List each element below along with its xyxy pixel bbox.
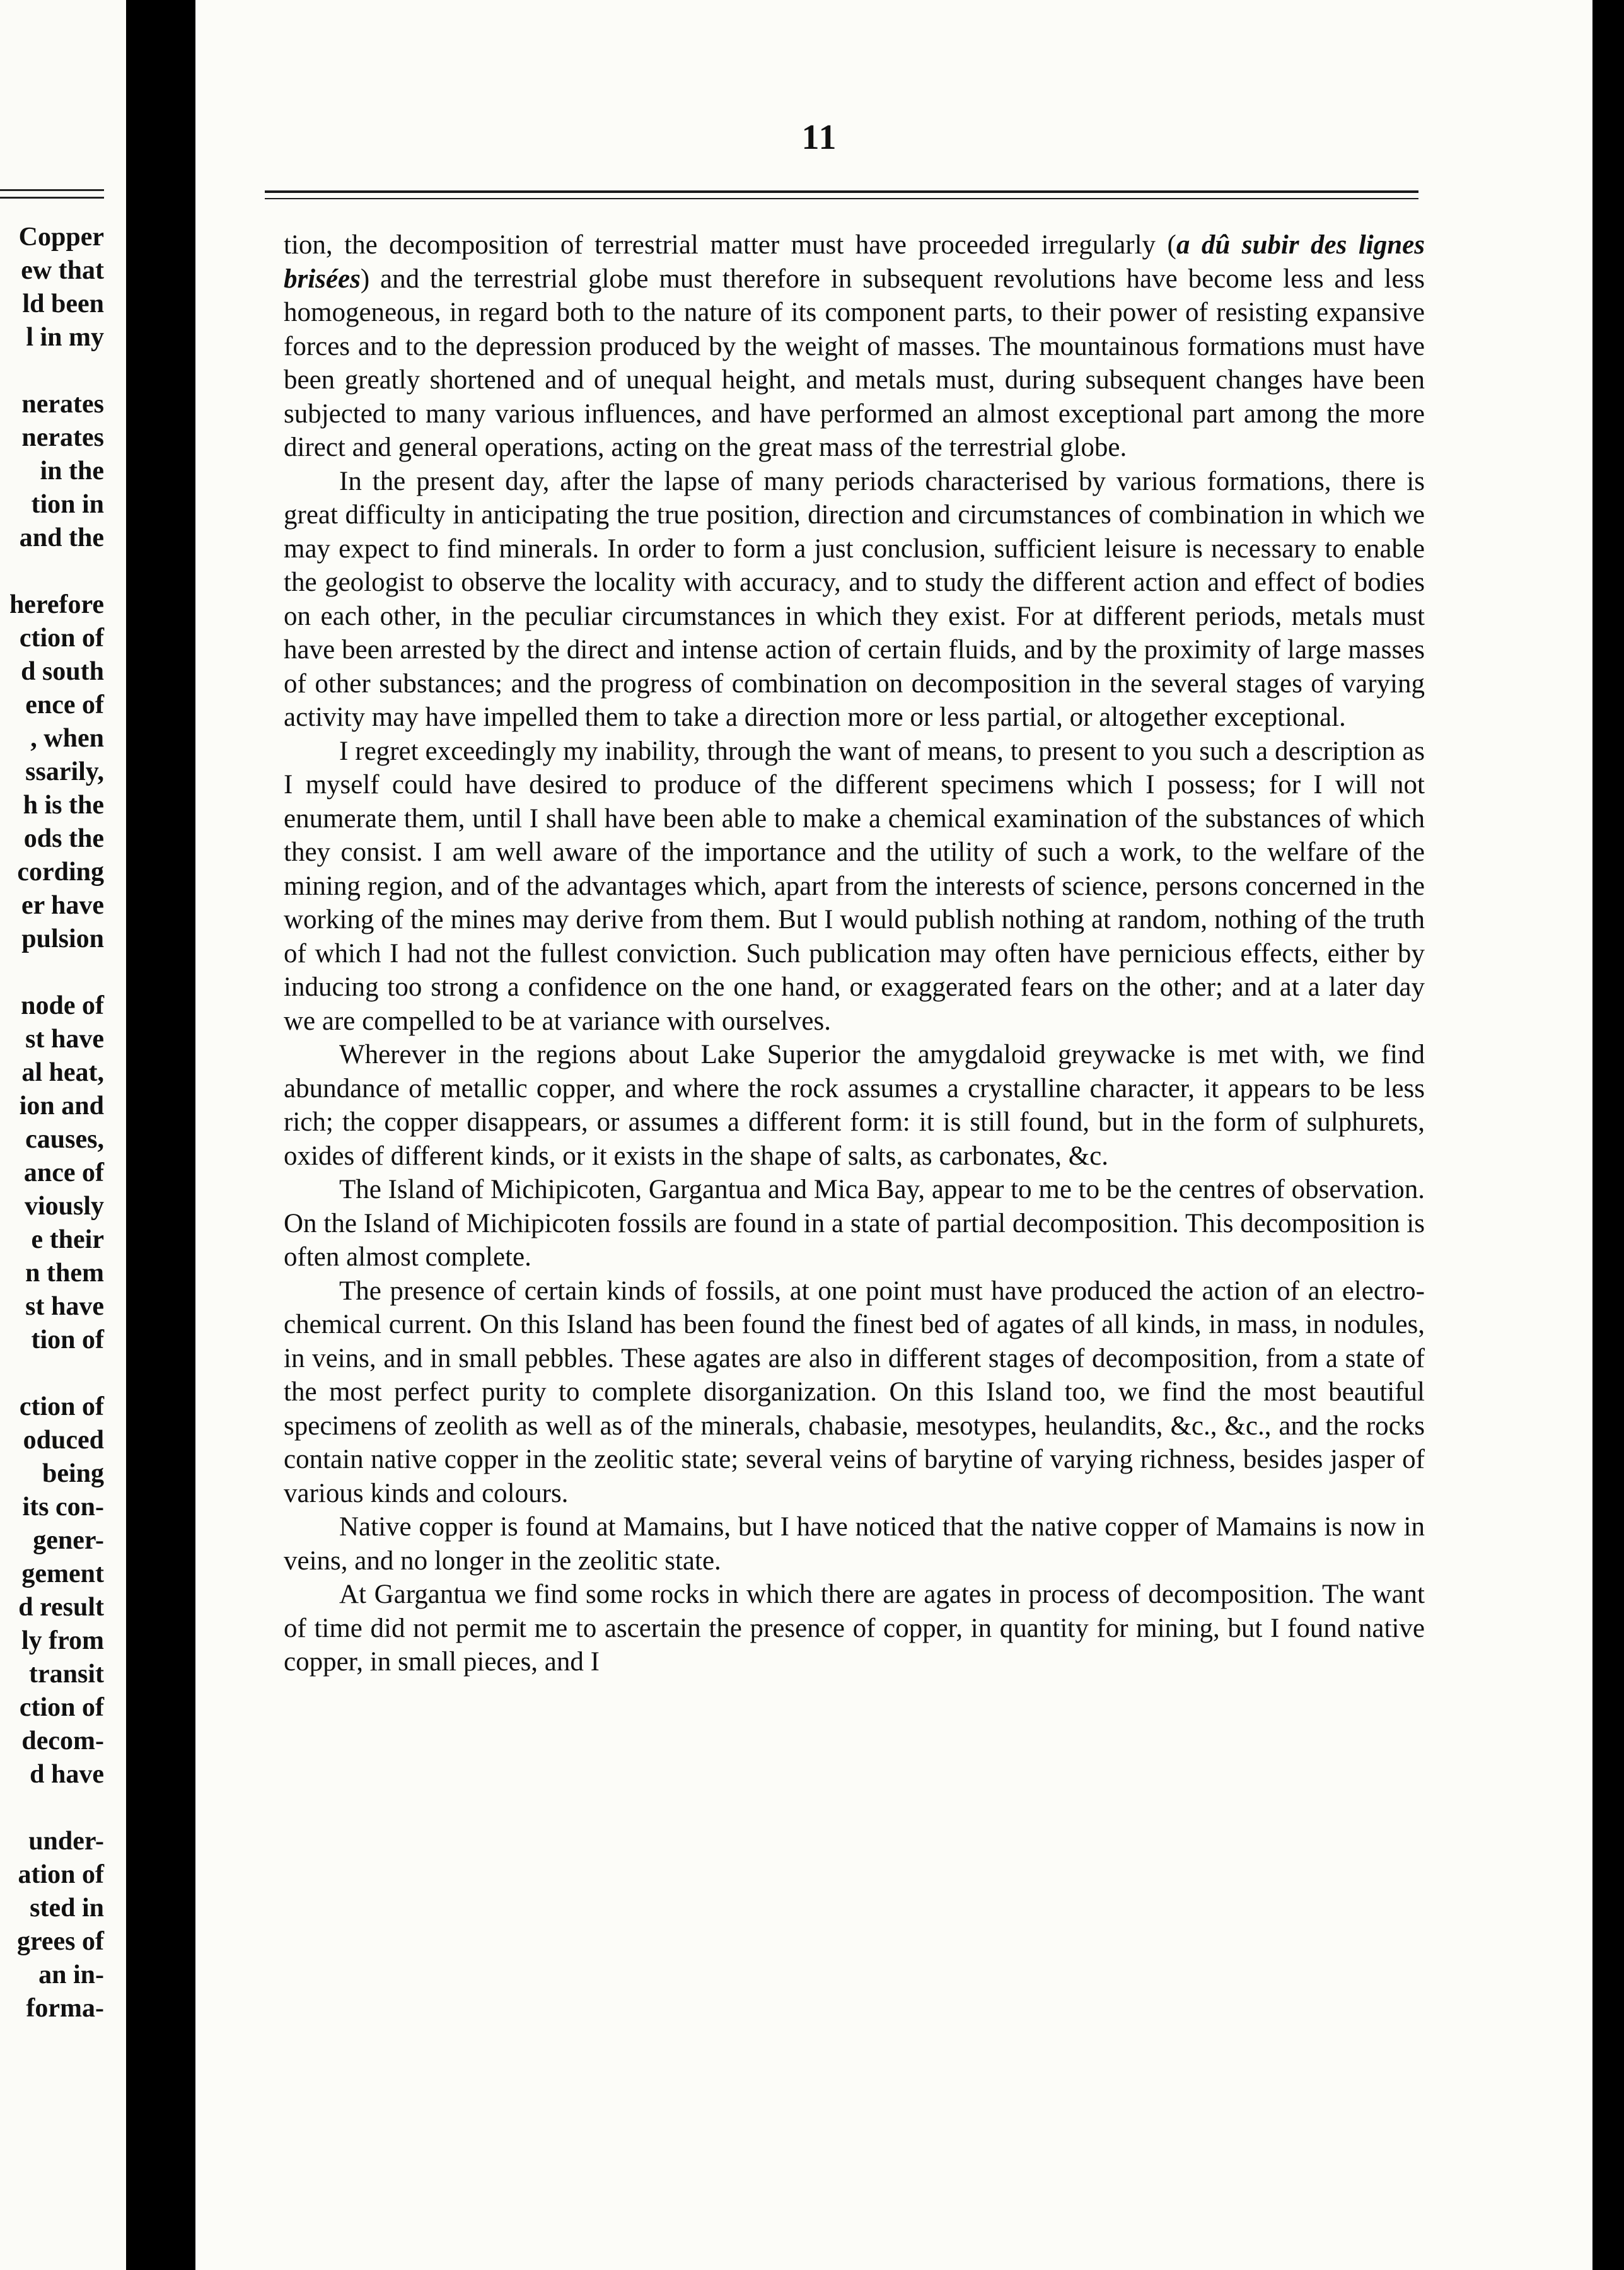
previous-page-edge — [0, 0, 126, 2270]
previous-page-line: h is the — [23, 791, 104, 820]
paragraph: In the present day, after the lapse of many periods characterised by various formations, there is great difficulty in anticipating the true position, direction and circumstances of combination in which we may expect to find minerals. In order to form a just conclusion, sufficient leisure is necessary to enable the geologist to observe the locality with accuracy, and to study the different action and effect of bodies on each other, in the peculiar circumstances in which they exist. For at different periods, metals must have been arrested by the direct and intense action of certain fluids, and by the proximity of large masses of other substances; and the progress of combination on decomposition in the several stages of varying activity may have impelled them to take a direction more or less partial, or altogether exceptional. — [284, 466, 1425, 732]
french-quotation: a dû subir des lignes brisées — [284, 230, 1425, 294]
previous-page-line: causes, — [25, 1125, 104, 1154]
paragraph: I regret exceedingly my inability, through the want of means, to present to you such a description as I myself could have desired to produce of the different specimens which I possess; for I will not enumerate them, until I shall have been able to make a chemical examination of the substances of which they consist. I am well aware of the importance and the utility of such a work, to the welfare of the mining region, and of the advantages which, apart from the interests of science, persons concerned in the working of the mines may derive from them. But I would publish nothing at random, nothing of the truth of which I had not the fullest conviction. Such publication may often have pernicious effects, either by inducing too strong a confidence on the one hand, or exaggerated fears on the other; and at a later day we are compelled to be at variance with ourselves. — [284, 736, 1425, 1036]
previous-page-line — [0, 956, 104, 989]
paragraph: Native copper is found at Mamains, but I have noticed that the native copper of Mamains is now in veins, and no longer in the zeolitic state. — [284, 1512, 1425, 1576]
previous-page-line — [0, 555, 104, 588]
previous-page-line: herefore — [9, 590, 104, 619]
previous-page-line: in the — [40, 457, 104, 486]
previous-page-text-fragments — [0, 221, 104, 2025]
page-right-edge — [1592, 0, 1624, 2270]
paragraph-text: ) and the terrestrial globe must therefore in subsequent revolutions have become less and less homogeneous, in regard both to the nature of its component parts, to their power of resisting expansive forces and to the depression produced by the weight of masses. The mountainous formations must have been greatly shortened and of unequal height, and metals must, during subsequent changes have been subjected to many various influences, and have performed an almost exceptional part among the more direct and general operations, acting on the great mass of the terrestrial globe. — [284, 264, 1425, 462]
previous-page-line: ods the — [23, 824, 104, 853]
previous-page-line: ion and — [19, 1091, 104, 1120]
previous-page-line: e their — [31, 1225, 104, 1254]
previous-page-line: er have — [21, 891, 104, 920]
previous-page-rule — [0, 189, 104, 191]
previous-page-line: d have — [30, 1760, 104, 1789]
previous-page-line: nerates — [21, 390, 104, 419]
header-rule — [265, 198, 1418, 199]
previous-page-line: ction of — [19, 624, 104, 653]
previous-page-line: gement — [21, 1559, 104, 1588]
header-rule — [265, 190, 1418, 193]
previous-page-line: tion of — [31, 1325, 104, 1354]
previous-page-line: ance of — [23, 1158, 104, 1187]
previous-page-line: pulsion — [21, 924, 104, 953]
previous-page-line: an in- — [38, 1960, 104, 1989]
previous-page-line: ld been — [22, 289, 104, 318]
previous-page-line: and the — [19, 523, 104, 552]
previous-page-line: decom- — [21, 1726, 104, 1755]
previous-page-line: gener- — [33, 1526, 104, 1555]
book-gutter — [126, 0, 195, 2270]
paragraph-text: tion, the decomposition of terrestrial matter must have proceeded irregularly ( — [284, 230, 1176, 260]
previous-page-line: n them — [25, 1259, 104, 1288]
paragraph: The Island of Michipicoten, Gargantua and Mica Bay, appear to me to be the centres of observation. On the Island of Michipicoten fossils are found in a state of partial decomposition. This decomposition is often almost complete. — [284, 1175, 1425, 1272]
previous-page-line: its con- — [22, 1493, 104, 1522]
previous-page-line — [0, 1357, 104, 1390]
previous-page-line: ction of — [19, 1392, 104, 1421]
previous-page-line: st have — [25, 1292, 104, 1321]
previous-page-line: under- — [28, 1827, 104, 1856]
previous-page-line: node of — [21, 991, 104, 1020]
previous-page-line: d south — [21, 657, 104, 686]
previous-page-line: tion in — [31, 490, 104, 519]
previous-page-line: st have — [25, 1025, 104, 1054]
previous-page-rule — [0, 197, 104, 199]
previous-page-line: ence of — [25, 690, 104, 719]
previous-page-line: , when — [30, 724, 104, 753]
previous-page-line: cording — [17, 858, 104, 887]
previous-page-line: l in my — [26, 323, 104, 352]
previous-page-line: ation of — [18, 1860, 104, 1889]
previous-page-line — [0, 354, 104, 388]
previous-page-line: forma- — [26, 1994, 104, 2023]
previous-page-line: viously — [24, 1192, 104, 1221]
previous-page-line: nerates — [21, 423, 104, 452]
previous-page-line: ssarily, — [25, 757, 104, 786]
previous-page-line: d result — [18, 1593, 104, 1622]
paragraph: At Gargantua we find some rocks in which there are agates in process of decomposition. The want of time did not permit me to ascertain the presence of copper, in quantity for mining, but I found native copper, in small pieces, and I — [284, 1580, 1425, 1677]
previous-page-line: oduced — [23, 1426, 104, 1455]
previous-page-line: ly from — [21, 1626, 104, 1655]
paragraph: The presence of certain kinds of fossils, at one point must have produced the action of an electro-chemical current. On this Island has been found the finest bed of agates of all kinds, in mass, in nodules, in veins, and in small pebbles. These agates are also in different stages of decomposition, from a state of the most perfect purity to complete disorganization. On this Island too, we find the most beautiful specimens of zeolith as well as of the minerals, chabasie, mesotypes, heulandits, &c., &c., and the rocks contain native copper in the zeolitic state; several veins of barytine of varying richness, besides jasper of various kinds and colours. — [284, 1276, 1425, 1508]
previous-page-line: ew that — [21, 256, 104, 285]
previous-page-line: ction of — [19, 1693, 104, 1722]
previous-page-line: al heat, — [21, 1058, 104, 1087]
previous-page-line: Copper — [18, 223, 104, 252]
page-number: 11 — [801, 118, 838, 157]
previous-page-line: transit — [29, 1660, 104, 1689]
paragraph — [284, 228, 1425, 465]
previous-page-line — [0, 1791, 104, 1825]
previous-page-line: being — [42, 1459, 104, 1488]
previous-page-line: grees of — [17, 1927, 104, 1956]
body-text — [284, 228, 1425, 1679]
previous-page-line: sted in — [30, 1894, 104, 1923]
paragraph: Wherever in the regions about Lake Superior the amygdaloid greywacke is met with, we find abundance of metallic copper, and where the rock assumes a crystalline character, it appears to be less rich; the copper disappears, or assumes a different form: it is still found, but in the form of sulphurets, oxides of different kinds, or it exists in the shape of salts, as carbonates, &c. — [284, 1040, 1425, 1171]
